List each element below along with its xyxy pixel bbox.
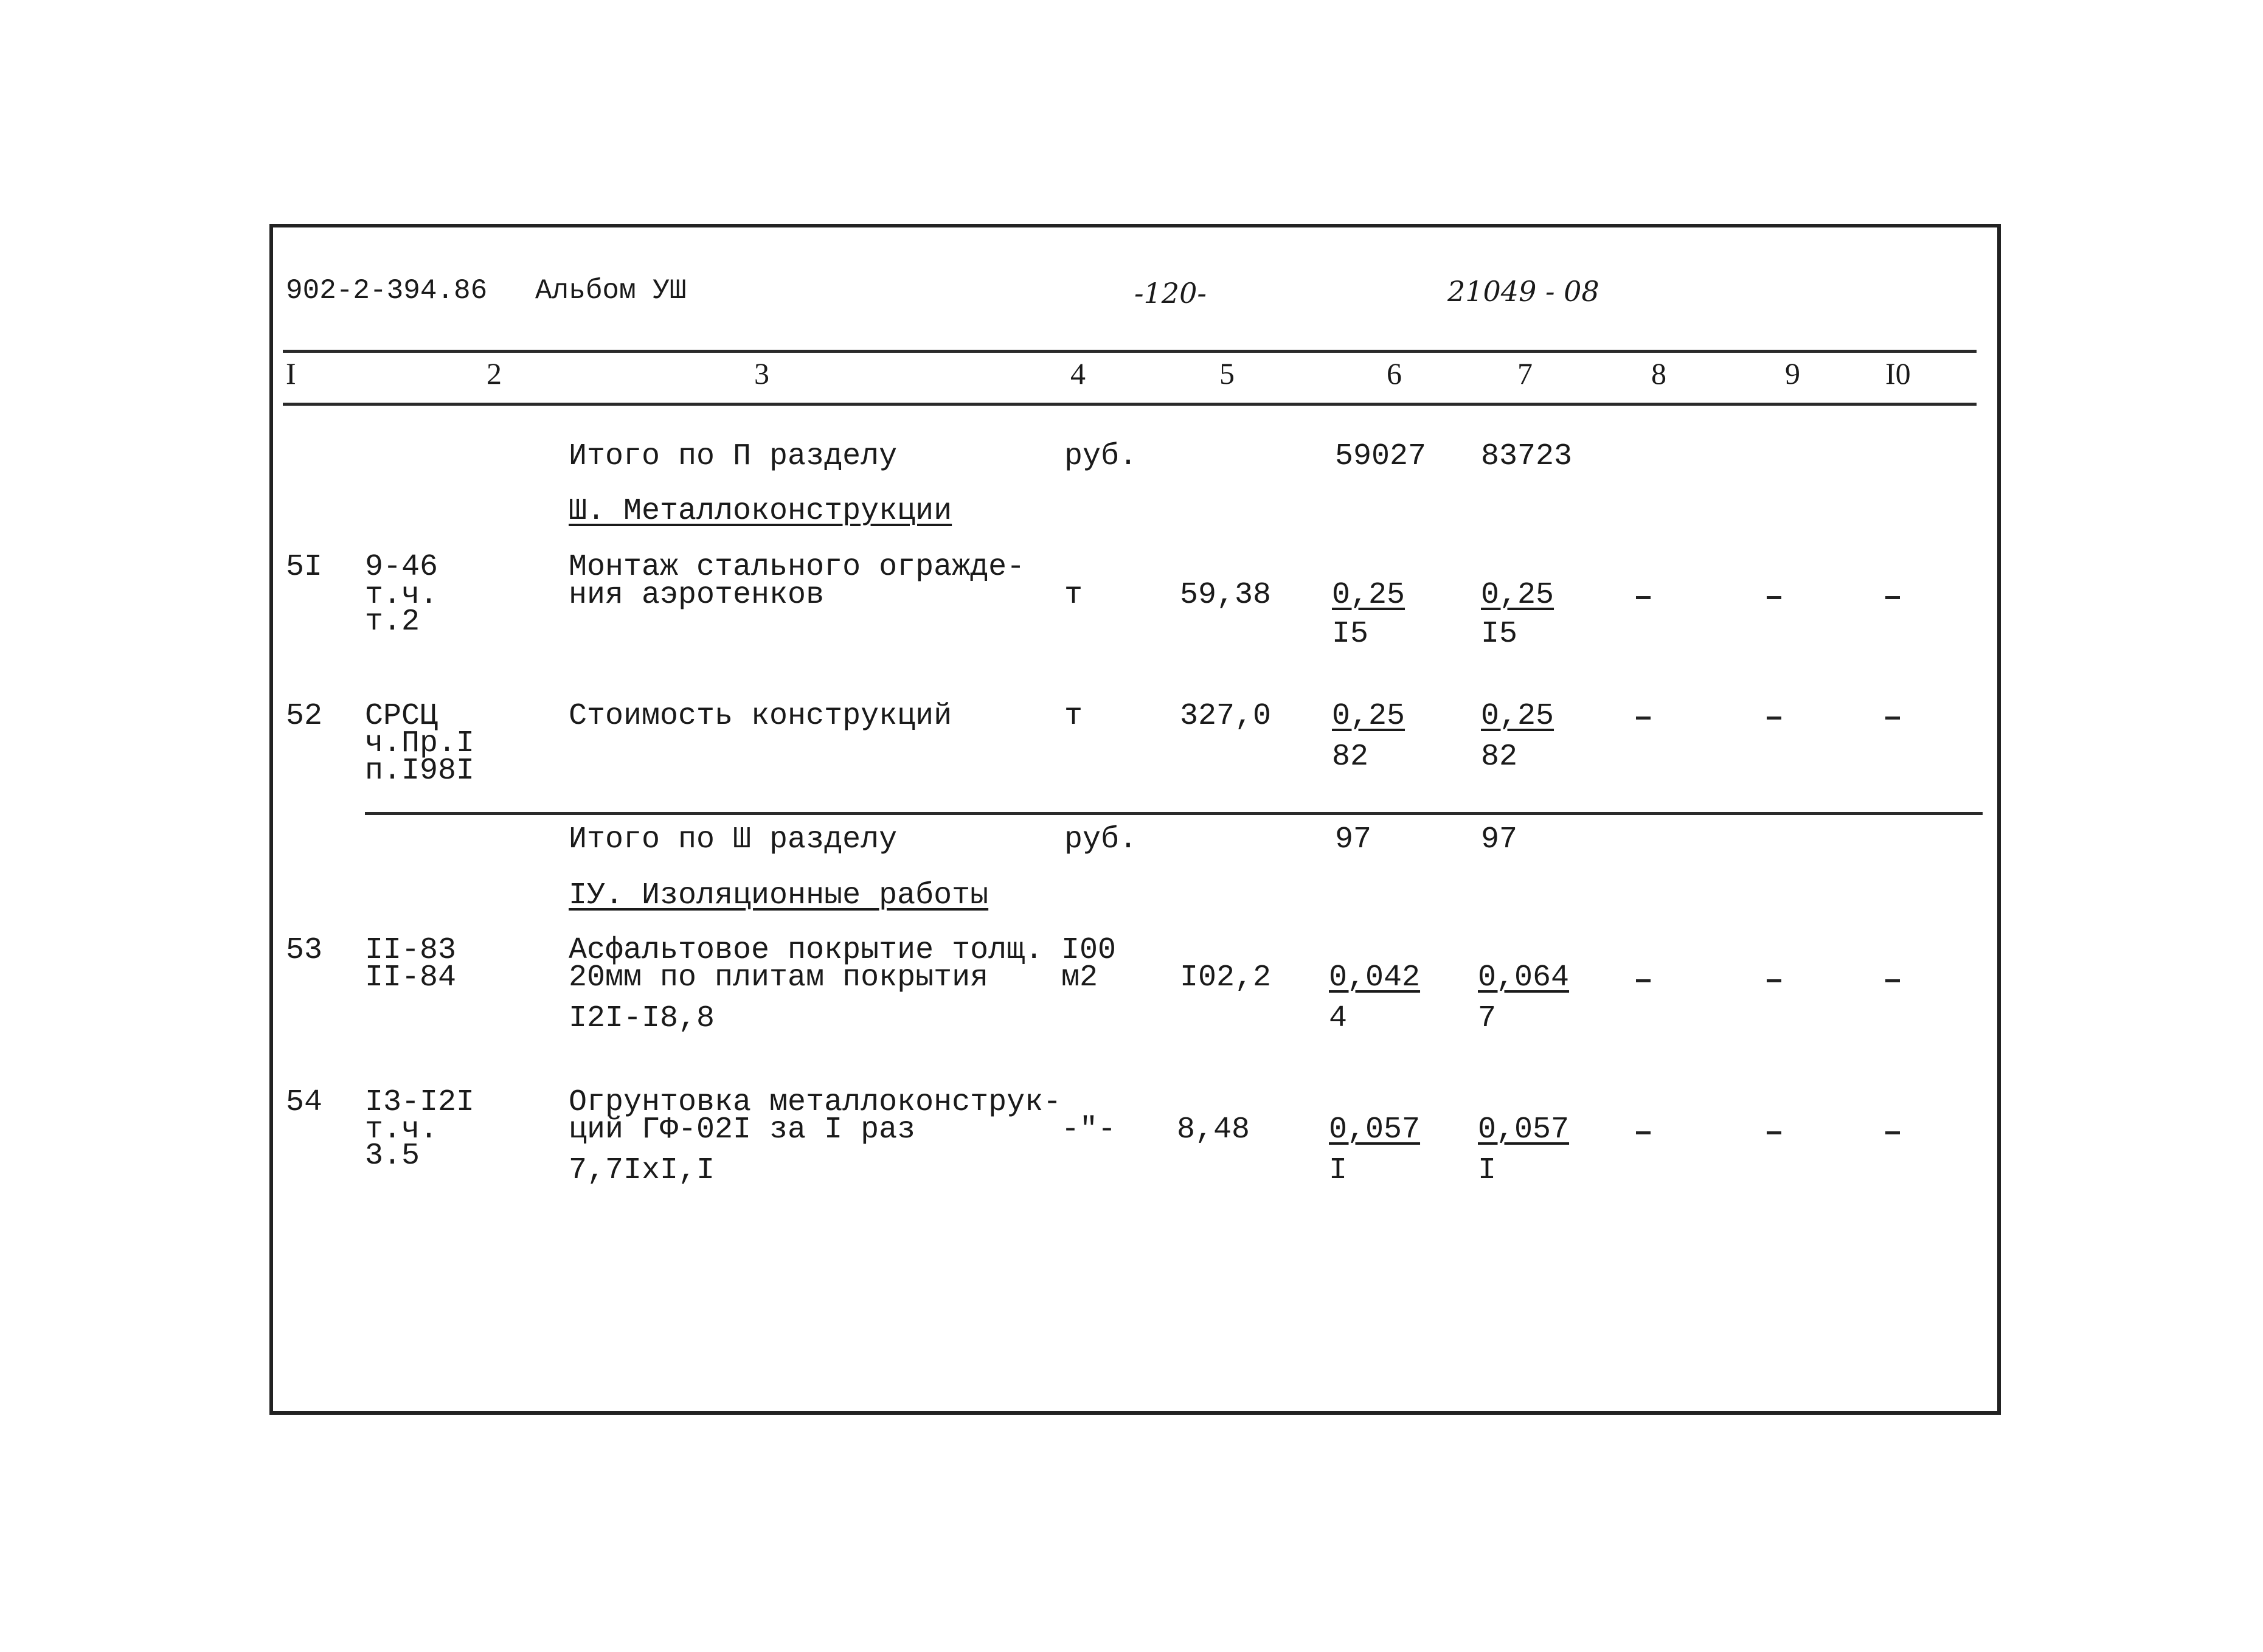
- row51-col6-norm: 0,25: [1332, 578, 1405, 613]
- section2-total-label: Итого по П разделу: [569, 439, 898, 474]
- row53-col7-norm: 0,064: [1478, 960, 1570, 995]
- section3-total-col6: 97: [1335, 822, 1372, 857]
- row53-number: 53: [286, 933, 323, 968]
- row53-unit-line1: I00: [1061, 933, 1117, 968]
- section3-total-col7: 97: [1481, 822, 1518, 857]
- row54-code-line3: 3.5: [365, 1139, 420, 1173]
- row54-quantity: 8,48: [1177, 1112, 1250, 1147]
- row53-desc-line2: 20мм по плитам покрытия: [569, 960, 989, 995]
- page-number: -120-: [1134, 277, 1207, 310]
- row53-col6-norm: 0,042: [1329, 960, 1421, 995]
- row53-code-line2: II-84: [365, 960, 457, 995]
- row52-code-line3: п.I98I: [365, 754, 475, 788]
- column-number-1: I: [286, 356, 296, 390]
- row54-desc-line2: ций ГФ-02I за I раз: [569, 1112, 916, 1147]
- row54-col7-total: I: [1478, 1153, 1497, 1188]
- row54-col9-dash: [1767, 1131, 1781, 1134]
- album-label: Альбом УШ: [535, 275, 687, 307]
- row53-code-line1: II-83: [365, 933, 457, 968]
- row54-desc-line1: Огрунтовка металлоконструк-: [569, 1085, 1062, 1120]
- row52-col7-total: 82: [1481, 740, 1518, 774]
- row54-desc-line3: 7,7IxI,I: [569, 1153, 715, 1188]
- row52-code-line2: ч.Пр.I: [365, 726, 475, 761]
- row52-col6-total: 82: [1332, 740, 1369, 774]
- section2-total-unit: руб.: [1064, 439, 1138, 474]
- doc-code: 902-2-394.86: [286, 275, 488, 307]
- section3-total-label: Итого по Ш разделу: [569, 822, 898, 857]
- row51-code-line1: 9-46: [365, 550, 438, 585]
- row51-number: 5I: [286, 550, 323, 585]
- row51-col6-total: I5: [1332, 617, 1369, 651]
- row54-col7-norm: 0,057: [1478, 1112, 1570, 1147]
- row51-col7-total: I5: [1481, 617, 1518, 651]
- row53-col7-total: 7: [1478, 1001, 1497, 1036]
- row52-desc-line1: Стоимость конструкций: [569, 699, 952, 734]
- row53-unit-line2: м2: [1061, 960, 1098, 995]
- row52-code-line1: СРСЦ: [365, 699, 438, 734]
- row53-col6-total: 4: [1329, 1001, 1348, 1036]
- section3-title: Ш. Металлоконструкции: [569, 494, 952, 529]
- column-number-8: 8: [1651, 356, 1666, 390]
- header-bottom-rule: [283, 403, 1977, 406]
- row54-unit: -"-: [1061, 1112, 1117, 1147]
- row52-number: 52: [286, 699, 323, 734]
- row53-col9-dash: [1767, 979, 1781, 982]
- row52-col8-dash: [1636, 717, 1651, 720]
- row52-col10-dash: [1885, 717, 1900, 720]
- row51-col10-dash: [1885, 596, 1900, 599]
- column-number-5: 5: [1219, 356, 1235, 390]
- row51-col8-dash: [1636, 596, 1651, 599]
- section4-title: IУ. Изоляционные работы: [569, 878, 989, 913]
- section2-total-col6: 59027: [1335, 439, 1427, 474]
- column-number-10: I0: [1885, 356, 1911, 390]
- row52-unit: т: [1064, 699, 1083, 734]
- row53-quantity: I02,2: [1180, 960, 1272, 995]
- row53-col10-dash: [1885, 979, 1900, 982]
- header-top-rule: [283, 350, 1977, 353]
- row54-number: 54: [286, 1085, 323, 1120]
- row51-col7-norm: 0,25: [1481, 578, 1554, 613]
- row53-desc-line3: I2I-I8,8: [569, 1001, 715, 1036]
- row51-quantity: 59,38: [1180, 578, 1272, 613]
- row54-col10-dash: [1885, 1131, 1900, 1134]
- row52-col6-norm: 0,25: [1332, 699, 1405, 734]
- row54-col6-norm: 0,057: [1329, 1112, 1421, 1147]
- row51-col9-dash: [1767, 596, 1781, 599]
- row52-quantity: 327,0: [1180, 699, 1272, 734]
- column-number-4: 4: [1070, 356, 1086, 390]
- row54-code-line1: I3-I2I: [365, 1085, 475, 1120]
- row52-col7-norm: 0,25: [1481, 699, 1554, 734]
- row51-desc-line1: Монтаж стального огражде-: [569, 550, 1025, 585]
- column-number-7: 7: [1517, 356, 1533, 390]
- row52-col9-dash: [1767, 717, 1781, 720]
- row53-desc-line1: Асфальтовое покрытие толщ.: [569, 933, 1044, 968]
- row51-desc-line2: ния аэротенков: [569, 578, 825, 613]
- row51-code-line2: т.ч.: [365, 578, 438, 613]
- section3-divider: [365, 812, 1983, 815]
- column-number-6: 6: [1387, 356, 1402, 390]
- column-number-3: 3: [754, 356, 769, 390]
- section2-total-col7: 83723: [1481, 439, 1573, 474]
- section3-total-unit: руб.: [1064, 822, 1138, 857]
- column-number-9: 9: [1785, 356, 1800, 390]
- row53-col8-dash: [1636, 979, 1651, 982]
- row54-code-line2: т.ч.: [365, 1112, 438, 1147]
- column-number-2: 2: [487, 356, 502, 390]
- row54-col6-total: I: [1329, 1153, 1348, 1188]
- reference-number: 21049 - 08: [1447, 275, 1599, 308]
- row54-col8-dash: [1636, 1131, 1651, 1134]
- row51-unit: т: [1064, 578, 1083, 613]
- row51-code-line3: т.2: [365, 605, 420, 639]
